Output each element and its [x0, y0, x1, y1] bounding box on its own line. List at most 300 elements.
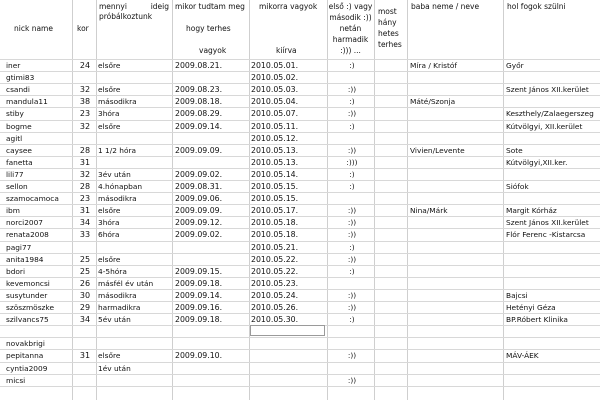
cell-baba-neve[interactable] — [410, 290, 502, 302]
cell-mikor-tudtam[interactable]: 2009.09.09. — [175, 206, 223, 216]
cell-hany-hetes[interactable] — [376, 314, 407, 326]
cell-kor[interactable]: 33 — [79, 230, 91, 240]
cell-baba-neve[interactable]: Míra / Kristóf — [410, 61, 457, 70]
cell-hany-hetes[interactable] — [376, 72, 407, 84]
cell-nick[interactable]: lili77 — [6, 169, 24, 179]
cell-kor[interactable]: 25 — [79, 254, 91, 264]
cell-baba-neve[interactable] — [410, 181, 502, 193]
cell-elso-masodik[interactable] — [330, 363, 374, 375]
cell-baba-neve[interactable] — [410, 108, 502, 120]
cell-szules-helye[interactable] — [506, 278, 600, 290]
cell-kor[interactable]: 28 — [79, 182, 91, 191]
table-row — [0, 204, 600, 217]
cell-szules-helye[interactable] — [506, 96, 600, 108]
cell-hany-hetes[interactable] — [376, 133, 407, 145]
cell-szules-helye[interactable] — [506, 254, 600, 266]
cell-szules-helye[interactable] — [506, 242, 600, 254]
header-label: próbálkoztunk — [99, 12, 153, 21]
header-kiirva[interactable] — [249, 0, 327, 58]
cell-baba-neve[interactable] — [410, 242, 502, 254]
cell-mennyi-ideig[interactable]: 4-5hóra — [98, 266, 127, 276]
cell-kor[interactable]: 32 — [79, 121, 91, 131]
cell-szules-helye[interactable]: Hetényi Géza — [506, 303, 556, 312]
cell-mikor-tudtam[interactable] — [175, 326, 248, 338]
cell-mennyi-ideig[interactable]: elsőre — [98, 121, 121, 131]
cell-szules-helye[interactable] — [506, 72, 600, 84]
cell-kiirva[interactable]: 2010.05.11. — [251, 121, 299, 131]
cell-szules-helye[interactable] — [506, 266, 600, 278]
cell-nick[interactable]: pagi77 — [6, 242, 32, 252]
cell-szules-helye[interactable]: Flór Ferenc -Kistarcsa — [506, 230, 586, 240]
cell-elso-masodik[interactable]: :) — [349, 97, 355, 107]
cell-hany-hetes[interactable] — [376, 84, 407, 96]
cell-mennyi-ideig[interactable]: 3év után — [98, 169, 131, 179]
cell-elso-masodik[interactable]: :) — [349, 182, 355, 191]
cell-kor[interactable] — [74, 363, 96, 375]
cell-mennyi-ideig[interactable] — [98, 375, 172, 387]
cell-szules-helye[interactable] — [506, 193, 600, 205]
cell-mennyi-ideig[interactable]: másodikra — [98, 97, 137, 107]
cell-szules-helye[interactable]: Győr — [506, 61, 524, 70]
cell-kor[interactable] — [74, 72, 96, 84]
cell-mennyi-ideig[interactable] — [98, 157, 172, 169]
cell-kiirva[interactable]: 2010.05.21. — [251, 242, 299, 252]
cell-hany-hetes[interactable] — [376, 242, 407, 254]
table-row — [0, 216, 600, 229]
cell-elso-masodik[interactable]: :)) — [347, 85, 357, 95]
cell-mennyi-ideig[interactable] — [98, 133, 172, 145]
cell-mennyi-ideig[interactable]: elsőre — [98, 61, 121, 70]
cell-elso-masodik[interactable]: :)) — [347, 351, 357, 361]
cell-nick[interactable]: mandula11 — [6, 97, 48, 107]
cell-kor[interactable]: 23 — [79, 194, 91, 204]
cell-mennyi-ideig[interactable]: másodikra — [98, 290, 137, 300]
table-row — [0, 313, 600, 326]
cell-elso-masodik[interactable]: :)) — [347, 375, 357, 385]
cell-mennyi-ideig[interactable]: 1 1/2 hóra — [98, 145, 137, 155]
cell-elso-masodik[interactable]: :) — [349, 61, 355, 70]
cell-baba-neve[interactable] — [410, 326, 502, 338]
cell-hany-hetes[interactable] — [376, 338, 407, 350]
table-row — [0, 289, 600, 302]
cell-baba-neve[interactable] — [410, 314, 502, 326]
cell-kiirva[interactable]: 2010.05.22. — [251, 266, 299, 276]
table-row — [0, 374, 600, 387]
cell-mikor-tudtam[interactable]: 2009.09.16. — [175, 303, 223, 312]
cell-szules-helye[interactable] — [506, 133, 600, 145]
cell-baba-neve[interactable]: Nina/Márk — [410, 206, 448, 216]
cell-mikor-tudtam[interactable] — [175, 254, 248, 266]
table-row — [0, 120, 600, 133]
table-row — [0, 95, 600, 108]
cell-szules-helye[interactable]: Sote — [506, 145, 523, 155]
cell-kor[interactable]: 31 — [79, 157, 91, 167]
cell-szules-helye[interactable] — [506, 363, 600, 375]
header-label: nick name — [14, 24, 53, 33]
cell-hany-hetes[interactable] — [376, 157, 407, 169]
header-label: mennyi ideig — [99, 2, 169, 11]
cell-hany-hetes[interactable] — [376, 254, 407, 266]
table-bottom-border — [0, 386, 600, 387]
cell-elso-masodik[interactable]: :)) — [347, 145, 357, 155]
cell-mennyi-ideig[interactable]: elsőre — [98, 254, 121, 264]
header-szul[interactable] — [503, 0, 600, 58]
cell-elso-masodik[interactable]: :)) — [347, 218, 357, 228]
cell-mennyi-ideig[interactable]: elsőre — [98, 206, 121, 216]
cell-nick[interactable]: cyntia2009 — [6, 363, 48, 373]
header-label: hetes — [378, 29, 399, 38]
selected-cell[interactable] — [250, 325, 325, 336]
cell-szules-helye[interactable]: Margit Kórház — [506, 206, 557, 216]
cell-mikor-tudtam[interactable]: 2009.09.02. — [175, 169, 223, 179]
cell-kiirva[interactable]: 2010.05.03. — [251, 85, 299, 95]
header-label: :))) ... — [340, 46, 361, 55]
cell-kiirva[interactable]: 2010.05.23. — [251, 278, 299, 288]
cell-mennyi-ideig[interactable]: harmadikra — [98, 303, 141, 312]
cell-hany-hetes[interactable] — [376, 169, 407, 181]
cell-mennyi-ideig[interactable]: 4.hónapban — [98, 182, 143, 191]
table-row — [0, 277, 600, 290]
cell-baba-neve[interactable] — [410, 266, 502, 278]
cell-kor[interactable]: 25 — [79, 266, 91, 276]
cell-szules-helye[interactable]: Szent János XII.kerület — [506, 85, 589, 95]
cell-mikor-tudtam[interactable]: 2009.09.10. — [175, 351, 223, 361]
cell-kor[interactable]: 34 — [79, 315, 91, 325]
cell-mennyi-ideig[interactable]: elsőre — [98, 351, 121, 361]
cell-elso-masodik[interactable] — [330, 338, 374, 350]
cell-mikor-tudtam[interactable] — [175, 375, 248, 387]
cell-kor[interactable] — [74, 375, 96, 387]
cell-elso-masodik[interactable]: :))) — [346, 157, 358, 167]
cell-kor[interactable] — [74, 242, 96, 254]
cell-mikor-tudtam[interactable]: 2009.09.12. — [175, 218, 223, 228]
cell-mennyi-ideig[interactable]: 1év után — [98, 363, 131, 373]
cell-kor[interactable] — [74, 133, 96, 145]
cell-kor[interactable]: 30 — [79, 290, 91, 300]
cell-hany-hetes[interactable] — [376, 302, 407, 314]
table-row — [0, 168, 600, 181]
cell-baba-neve[interactable] — [410, 72, 502, 84]
cell-nick[interactable]: bdori — [6, 266, 25, 276]
header-label: harmadik — [332, 35, 369, 44]
cell-baba-neve[interactable]: Máté/Szonja — [410, 97, 456, 107]
cell-hany-hetes[interactable] — [376, 121, 407, 133]
header-baba[interactable] — [407, 0, 503, 58]
table-row — [0, 349, 600, 362]
cell-hany-hetes[interactable] — [376, 266, 407, 278]
cell-kiirva[interactable]: 2010.05.15. — [251, 194, 299, 204]
cell-szules-helye[interactable] — [506, 338, 600, 350]
header-hany-hetes[interactable] — [374, 0, 407, 58]
table-row — [0, 301, 600, 314]
header-label: vagyok — [199, 46, 227, 55]
cell-mennyi-ideig[interactable] — [98, 72, 172, 84]
cell-kiirva[interactable]: 2010.05.14. — [251, 169, 299, 179]
table-row — [0, 156, 600, 169]
table-row — [0, 253, 600, 266]
cell-szules-helye[interactable] — [506, 169, 600, 181]
cell-mennyi-ideig[interactable]: másodikra — [98, 194, 137, 204]
header-label: terhes — [378, 40, 402, 49]
header-mennyi[interactable] — [96, 0, 172, 58]
cell-baba-neve[interactable] — [410, 254, 502, 266]
table-row — [0, 265, 600, 278]
cell-hany-hetes[interactable] — [376, 217, 407, 229]
cell-nick[interactable]: anita1984 — [6, 254, 44, 264]
cell-baba-neve[interactable] — [410, 229, 502, 241]
cell-baba-neve[interactable] — [410, 84, 502, 96]
cell-kiirva[interactable]: 2010.05.26. — [251, 303, 299, 312]
cell-mikor-tudtam[interactable]: 2009.09.18. — [175, 315, 223, 325]
header-label: hogy terhes — [186, 24, 231, 33]
cell-kiirva[interactable]: 2010.05.07. — [251, 109, 299, 119]
cell-baba-neve[interactable] — [410, 217, 502, 229]
cell-nick[interactable] — [6, 326, 72, 338]
cell-kiirva[interactable]: 2010.05.15. — [251, 182, 299, 191]
header-label: második :)) — [329, 13, 372, 22]
table-row — [0, 337, 600, 350]
cell-hany-hetes[interactable] — [376, 363, 407, 375]
cell-mikor-tudtam[interactable]: 2009.09.02. — [175, 230, 223, 240]
header-label: kiírva — [276, 46, 297, 55]
cell-kor[interactable]: 31 — [79, 351, 91, 361]
cell-baba-neve[interactable] — [410, 278, 502, 290]
header-label: mikorra vagyok — [259, 2, 318, 11]
cell-elso-masodik[interactable] — [330, 133, 374, 145]
cell-kiirva[interactable]: 2010.05.13. — [251, 145, 299, 155]
cell-kor[interactable] — [74, 326, 96, 338]
cell-baba-neve[interactable] — [410, 375, 502, 387]
cell-nick[interactable]: novakbrigi — [6, 339, 45, 349]
cell-hany-hetes[interactable] — [376, 193, 407, 205]
cell-szules-helye[interactable] — [506, 375, 600, 387]
cell-baba-neve[interactable] — [410, 350, 502, 362]
cell-hany-hetes[interactable] — [376, 145, 407, 157]
cell-kiirva[interactable]: 2010.05.22. — [251, 254, 299, 264]
cell-kiirva[interactable]: 2010.05.17. — [251, 206, 299, 216]
header-kor[interactable] — [72, 0, 96, 58]
cell-mikor-tudtam[interactable] — [175, 157, 248, 169]
cell-mikor-tudtam[interactable]: 2009.09.18. — [175, 278, 223, 288]
cell-kiirva[interactable]: 2010.05.13. — [251, 157, 299, 167]
cell-kor[interactable]: 28 — [79, 145, 91, 155]
cell-szules-helye[interactable]: Szent János XII.kerület — [506, 218, 589, 228]
cell-elso-masodik[interactable]: :) — [349, 169, 355, 179]
cell-baba-neve[interactable] — [410, 133, 502, 145]
header-label: baba neme / neve — [411, 2, 480, 11]
cell-nick[interactable]: renata2008 — [6, 230, 49, 240]
cell-kiirva[interactable]: 2010.05.02. — [251, 73, 299, 83]
cell-hany-hetes[interactable] — [376, 205, 407, 217]
cell-nick[interactable]: szamocamoca — [6, 194, 59, 204]
cell-elso-masodik[interactable]: :)) — [347, 230, 357, 240]
cell-mikor-tudtam[interactable] — [175, 363, 248, 375]
cell-nick[interactable]: susytunder — [6, 290, 48, 300]
cell-kor[interactable]: 34 — [79, 218, 91, 228]
cell-mikor-tudtam[interactable]: 2009.08.21. — [175, 61, 223, 70]
cell-mikor-tudtam[interactable]: 2009.09.15. — [175, 266, 223, 276]
cell-baba-neve[interactable] — [410, 338, 502, 350]
header-row — [0, 0, 600, 58]
header-label: kor — [77, 24, 89, 33]
cell-nick[interactable]: sellon — [6, 182, 28, 191]
header-nick[interactable] — [0, 0, 72, 58]
cell-hany-hetes[interactable] — [376, 375, 407, 387]
cell-elso-masodik[interactable]: :) — [349, 121, 355, 131]
table-row — [0, 132, 600, 145]
cell-nick[interactable]: norci2007 — [6, 218, 44, 228]
cell-nick[interactable]: gtimi83 — [6, 73, 35, 83]
cell-elso-masodik[interactable]: :)) — [347, 206, 357, 216]
cell-mennyi-ideig[interactable]: 5év után — [98, 315, 131, 325]
cell-hany-hetes[interactable] — [376, 229, 407, 241]
cell-nick[interactable]: csandi — [6, 85, 30, 95]
cell-elso-masodik[interactable]: :)) — [347, 109, 357, 119]
cell-hany-hetes[interactable] — [376, 278, 407, 290]
cell-kor[interactable]: 31 — [79, 206, 91, 216]
cell-mikor-tudtam[interactable]: 2009.09.14. — [175, 290, 223, 300]
cell-kiirva[interactable] — [251, 338, 326, 350]
cell-hany-hetes[interactable] — [376, 290, 407, 302]
cell-nick[interactable]: szöszmöszke — [6, 303, 54, 312]
cell-kiirva[interactable]: 2010.05.04. — [251, 97, 299, 107]
cell-kor[interactable]: 32 — [79, 169, 91, 179]
cell-szules-helye[interactable]: Siófok — [506, 182, 529, 191]
cell-mennyi-ideig[interactable]: másfél év után — [98, 278, 154, 288]
cell-hany-hetes[interactable] — [376, 350, 407, 362]
cell-szules-helye[interactable]: MÁV-ÁEK — [506, 351, 539, 361]
cell-mennyi-ideig[interactable] — [98, 242, 172, 254]
cell-mikor-tudtam[interactable]: 2009.08.23. — [175, 85, 223, 95]
cell-baba-neve[interactable] — [410, 193, 502, 205]
cell-mikor-tudtam[interactable] — [175, 133, 248, 145]
cell-baba-neve[interactable]: Vivien/Levente — [410, 145, 465, 155]
cell-elso-masodik[interactable]: :)) — [347, 303, 357, 312]
cell-hany-hetes[interactable] — [376, 60, 407, 72]
cell-nick[interactable]: bogme — [6, 121, 32, 131]
header-elso[interactable] — [327, 0, 374, 58]
cell-nick[interactable]: pepitanna — [6, 351, 44, 361]
cell-elso-masodik[interactable]: :)) — [347, 290, 357, 300]
table-row — [0, 192, 600, 205]
header-label: hány — [378, 18, 397, 27]
cell-nick[interactable]: iner — [6, 61, 21, 70]
cell-nick[interactable]: ibm — [6, 206, 20, 216]
cell-elso-masodik[interactable]: :) — [349, 315, 355, 325]
cell-hany-hetes[interactable] — [376, 108, 407, 120]
cell-elso-masodik[interactable] — [330, 278, 374, 290]
table-row — [0, 144, 600, 157]
table-row — [0, 83, 600, 96]
cell-baba-neve[interactable] — [410, 121, 502, 133]
cell-baba-neve[interactable] — [410, 169, 502, 181]
cell-nick[interactable]: stiby — [6, 109, 24, 119]
cell-elso-masodik[interactable] — [330, 72, 374, 84]
cell-nick[interactable]: szilvancs75 — [6, 315, 49, 325]
header-tudtam[interactable] — [172, 0, 249, 58]
cell-hany-hetes[interactable] — [376, 326, 407, 338]
cell-kiirva[interactable] — [251, 350, 326, 362]
header-label: netán — [339, 24, 362, 33]
header-label: első :) vagy — [328, 2, 373, 11]
cell-kor[interactable] — [74, 338, 96, 350]
cell-kor[interactable]: 23 — [79, 109, 91, 119]
cell-mennyi-ideig[interactable]: 6hóra — [98, 230, 120, 240]
cell-mikor-tudtam[interactable] — [175, 242, 248, 254]
cell-elso-masodik[interactable]: :) — [349, 266, 355, 276]
cell-mikor-tudtam[interactable]: 2009.08.18. — [175, 97, 223, 107]
cell-kiirva[interactable]: 2010.05.12. — [251, 133, 299, 143]
cell-kiirva[interactable]: 2010.05.30. — [251, 315, 299, 325]
cell-baba-neve[interactable] — [410, 363, 502, 375]
cell-kor[interactable]: 32 — [79, 85, 91, 95]
cell-mennyi-ideig[interactable]: elsőre — [98, 85, 121, 95]
cell-elso-masodik[interactable] — [330, 193, 374, 205]
header-label: hol fogok szülni — [507, 2, 566, 11]
cell-elso-masodik[interactable]: :) — [349, 242, 355, 252]
cell-kor[interactable]: 24 — [79, 61, 91, 70]
cell-kiirva[interactable]: 2010.05.18. — [251, 230, 299, 240]
cell-mikor-tudtam[interactable] — [175, 338, 248, 350]
cell-mikor-tudtam[interactable]: 2009.08.29. — [175, 109, 223, 119]
cell-mikor-tudtam[interactable]: 2009.09.14. — [175, 121, 223, 131]
table-row — [0, 228, 600, 241]
table-row — [0, 107, 600, 120]
cell-hany-hetes[interactable] — [376, 181, 407, 193]
cell-szules-helye[interactable]: Kútvölgyi, XII.kerület — [506, 121, 583, 131]
cell-nick[interactable]: micsi — [6, 375, 26, 385]
cell-kor[interactable]: 29 — [79, 303, 91, 312]
cell-szules-helye[interactable]: Bajcsi — [506, 290, 528, 300]
cell-mennyi-ideig[interactable] — [98, 338, 172, 350]
cell-mikor-tudtam[interactable]: 2009.09.09. — [175, 145, 223, 155]
cell-mikor-tudtam[interactable]: 2009.08.31. — [175, 182, 223, 191]
cell-baba-neve[interactable] — [410, 302, 502, 314]
cell-mikor-tudtam[interactable] — [175, 72, 248, 84]
cell-nick[interactable]: caysee — [6, 145, 32, 155]
table-row — [0, 59, 600, 72]
cell-baba-neve[interactable] — [410, 157, 502, 169]
cell-kiirva[interactable] — [251, 363, 326, 375]
cell-elso-masodik[interactable] — [330, 326, 374, 338]
table-row — [0, 180, 600, 193]
header-label: mikor tudtam meg — [175, 2, 245, 11]
cell-hany-hetes[interactable] — [376, 96, 407, 108]
cell-szules-helye[interactable]: Keszthely/Zalaegerszeg — [506, 109, 594, 119]
cell-mennyi-ideig[interactable] — [98, 326, 172, 338]
cell-mennyi-ideig[interactable]: 3hóra — [98, 218, 120, 228]
cell-mikor-tudtam[interactable]: 2009.09.06. — [175, 194, 223, 204]
header-label: most — [378, 7, 397, 16]
cell-nick[interactable]: agitl — [6, 133, 23, 143]
cell-kiirva[interactable] — [251, 375, 326, 387]
cell-kor[interactable]: 38 — [79, 97, 91, 107]
table-row — [0, 241, 600, 254]
cell-szules-helye[interactable]: Kútvölgyi,XII.ker. — [506, 157, 568, 167]
cell-nick[interactable]: kevemoncsi — [6, 278, 50, 288]
cell-kor[interactable]: 26 — [79, 278, 91, 288]
cell-kiirva[interactable]: 2010.05.18. — [251, 218, 299, 228]
cell-kiirva[interactable]: 2010.05.01. — [251, 61, 299, 70]
cell-szules-helye[interactable]: BP.Róbert Klinika — [506, 315, 568, 325]
table-row — [0, 71, 600, 84]
cell-szules-helye[interactable] — [506, 326, 600, 338]
cell-mennyi-ideig[interactable]: 3hóra — [98, 109, 120, 119]
cell-elso-masodik[interactable]: :)) — [347, 254, 357, 264]
cell-nick[interactable]: fanetta — [6, 157, 33, 167]
cell-kiirva[interactable]: 2010.05.24. — [251, 290, 299, 300]
table-row — [0, 362, 600, 375]
